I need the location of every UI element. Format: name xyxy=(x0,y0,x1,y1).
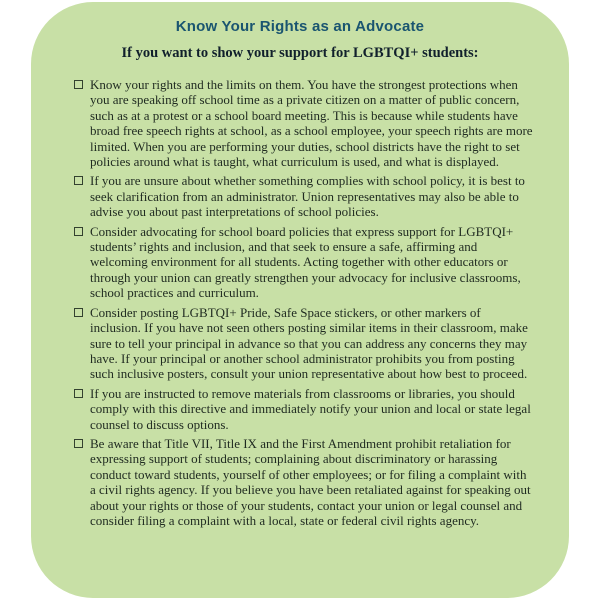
list-item xyxy=(74,77,534,169)
list-item-text: Consider posting LGBTQI+ Pride, Safe Space stickers, or other markers of inclusion. If you have not seen others posting similar items in their classroom, make sure to tell your principal in advance so that you can address any concerns they may have. If your principal or another school administrator prohibits you from posting such inclusive posters, consult your union representative about how best to proceed. xyxy=(90,304,528,382)
advice-list xyxy=(31,77,569,528)
empty-checkbox-icon xyxy=(74,308,83,317)
card-title: Know Your Rights as an Advocate xyxy=(175,18,425,35)
rights-info-card xyxy=(31,2,569,598)
list-item-text: If you are unsure about whether something complies with school policy, it is best to seek clarification from an administrator. Union representatives may also be able to advise you about past interpretations of school policies. xyxy=(90,173,525,220)
empty-checkbox-icon xyxy=(74,227,83,236)
list-item xyxy=(74,173,534,219)
list-item xyxy=(74,224,534,301)
list-item xyxy=(74,305,534,382)
empty-checkbox-icon xyxy=(74,176,83,185)
empty-checkbox-icon xyxy=(74,389,83,398)
empty-checkbox-icon xyxy=(74,80,83,89)
list-item-text: Be aware that Title VII, Title IX and the First Amendment prohibit retaliation for expressing support of students; complaining about discriminatory or harassing conduct toward students, yourself of other employees; or for filing a complaint with a civil rights agency. If you believe you have been retaliated against for speaking out about your rights or those of your students, contact your union or legal counsel and consider filing a complaint with a local, state or federal civil rights agency. xyxy=(90,435,531,528)
empty-checkbox-icon xyxy=(74,439,83,448)
list-item xyxy=(74,386,534,432)
list-item xyxy=(74,436,534,528)
list-item-text: Know your rights and the limits on them. You have the strongest protections when you are speaking off school time as a private citizen on a matter of public concern, such as at a protest or a school board meeting. This is because while students have broad free speech rights at school, as a school employee, your speech rights are more limited. When you are performing your duties, school districts have the right to set policies around what is taught, what curriculum is used, and what is displayed. xyxy=(90,77,533,170)
card-subtitle: If you want to show your support for LGBTQI+ students: xyxy=(121,45,479,61)
list-item-text: If you are instructed to remove materials from classrooms or libraries, you should comply with this directive and immediately notify your union and local or state legal counsel to discuss options. xyxy=(90,385,531,432)
list-item-text: Consider advocating for school board policies that express support for LGBTQI+ students’ rights and inclusion, and that seek to ensure a safe, affirming and welcoming environment for all students. Acting together with other educators or through your union can greatly strengthen your advocacy for inclusive classrooms, school practices and curriculum. xyxy=(90,223,521,301)
